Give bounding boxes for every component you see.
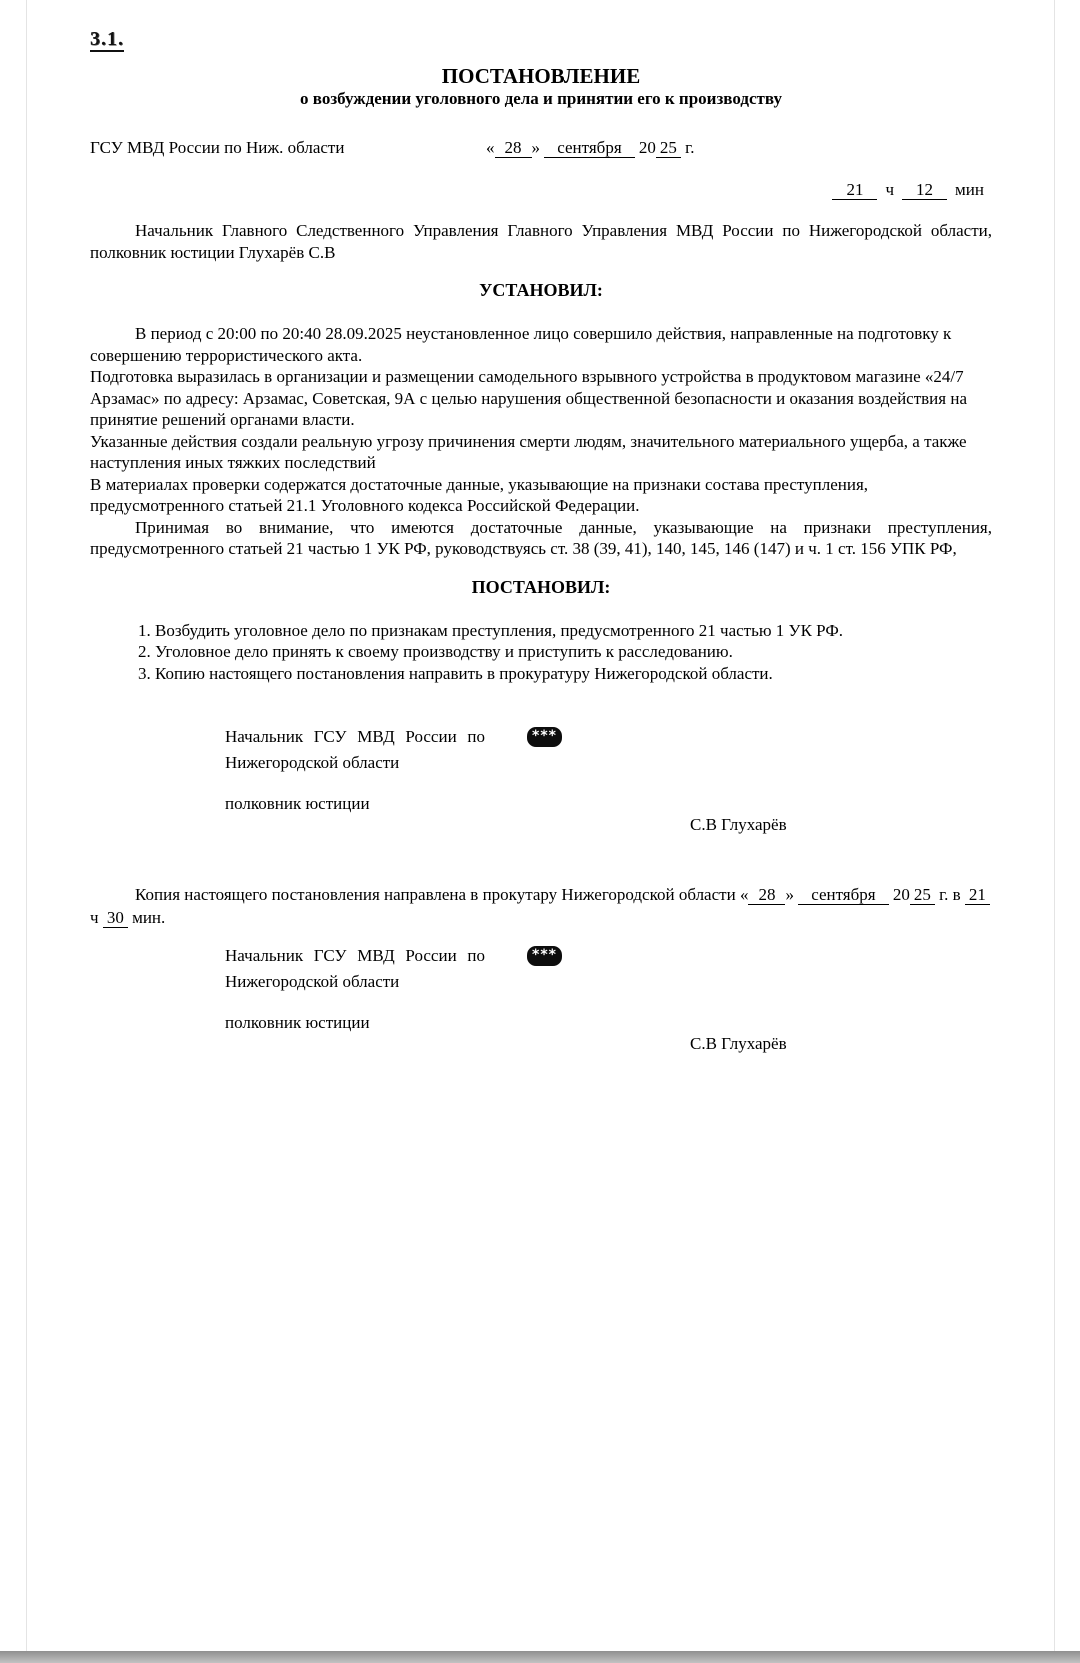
established-heading: УСТАНОВИЛ: [479,280,603,300]
copy-note [90,883,992,929]
established-body [90,323,992,560]
signer-name: С.В Глухарёв [690,1034,787,1053]
signature-block [90,943,992,1054]
time-hours-field: 21 [832,180,877,200]
copy-minutes-field: 30 [103,908,128,928]
intro-paragraph: Начальник Главного Следственного Управления Главного Управления МВД России по Нижегородской области, полковник юстиции Глухарёв С.В [90,221,992,262]
copy-month-field: сентября [798,885,888,905]
time-minutes-field: 12 [902,180,947,200]
open-quote: « [739,885,749,904]
copy-hours-field: 21 [965,885,990,905]
established-paragraph: В период с 20:00 по 20:40 28.09.2025 неустановленное лицо совершило действия, направленные на подготовку к совершению террористического акта. [90,324,952,365]
signature-stamp-icon: *** [527,727,562,747]
issuing-authority: ГСУ МВД России по Ниж. области [90,138,345,157]
authority-date-row [90,136,992,160]
established-paragraph: Указанные действия создали реальную угрозу причинения смерти людям, значительного материального ущерба, а также наступления иных тяжких последствий [90,431,967,472]
signer-rank: полковник юстиции [225,794,370,813]
time-row [90,178,992,202]
signature-stamp-icon: *** [527,946,562,966]
copy-day-field: 28 [748,885,785,905]
copy-century: 20 [892,885,910,904]
established-paragraph: В материалах проверки содержатся достаточные данные, указывающие на признаки состава преступления, предусмотренного статьей 21.1 Уголовного кодекса Российской Федерации. [90,474,869,515]
signer-position: Начальник ГСУ МВД России по Нижегородской области [225,946,485,991]
close-quote: » [531,138,540,157]
copy-note-text: Копия настоящего постановления направлена в прокутару Нижегородской области [135,885,736,904]
date-day-field: 28 [495,138,532,158]
signer-name: С.В Глухарёв [690,815,787,834]
copy-minutes-word: мин. [132,908,166,927]
date-month-field: сентября [544,138,634,158]
document-date [486,136,694,160]
page-bottom-edge [0,1651,1080,1663]
signer-rank: полковник юстиции [225,1013,370,1032]
open-quote: « [486,138,495,157]
resolved-list [90,620,992,685]
date-century: 20 [638,138,656,157]
document-sheet [26,0,1055,1651]
established-paragraph: Принимая во внимание, что имеются достаточные данные, указывающие на признаки преступления, предусмотренного статьей 21 частью 1 УК РФ, руководствуясь ст. 38 (39, 41), 140, 145, 146 (147) и ч. 1 ст. 156 УПК РФ, [90,517,992,558]
resolved-item: 1. Возбудить уголовное дело по признакам преступления, предусмотренного 21 частью 1 УК РФ. [138,620,844,640]
document-subtitle: о возбуждении уголовного дела и принятии его к производству [300,89,782,108]
signer-position: Начальник ГСУ МВД России по Нижегородской области [225,727,485,772]
document-title: ПОСТАНОВЛЕНИЕ [441,64,641,88]
resolved-item: 3. Копию настоящего постановления направить в прокуратуру Нижегородской области. [138,663,773,683]
signature-block [90,724,992,835]
close-quote: » [785,885,794,904]
date-year-word: г. [685,138,695,157]
hours-word: ч [885,180,895,199]
copy-mid-text: г. в [939,885,961,904]
copy-year-field: 25 [910,885,935,905]
date-year-field: 25 [656,138,681,158]
resolved-item: 2. Уголовное дело принять к своему производству и приступить к расследованию. [138,642,733,661]
doc-number: 3.1. [90,28,124,50]
established-paragraph: Подготовка выразилась в организации и размещении самодельного взрывного устройства в продуктовом магазине «24/7 Арзамас» по адресу: Арзамас, Советская, 9А с целью нарушения общественной безопасности и оказания воздействия на принятие решений органами власти. [90,367,967,429]
copy-hours-word: ч [90,908,99,927]
minutes-word: мин [955,180,984,199]
resolved-heading: ПОСТАНОВИЛ: [471,576,611,597]
